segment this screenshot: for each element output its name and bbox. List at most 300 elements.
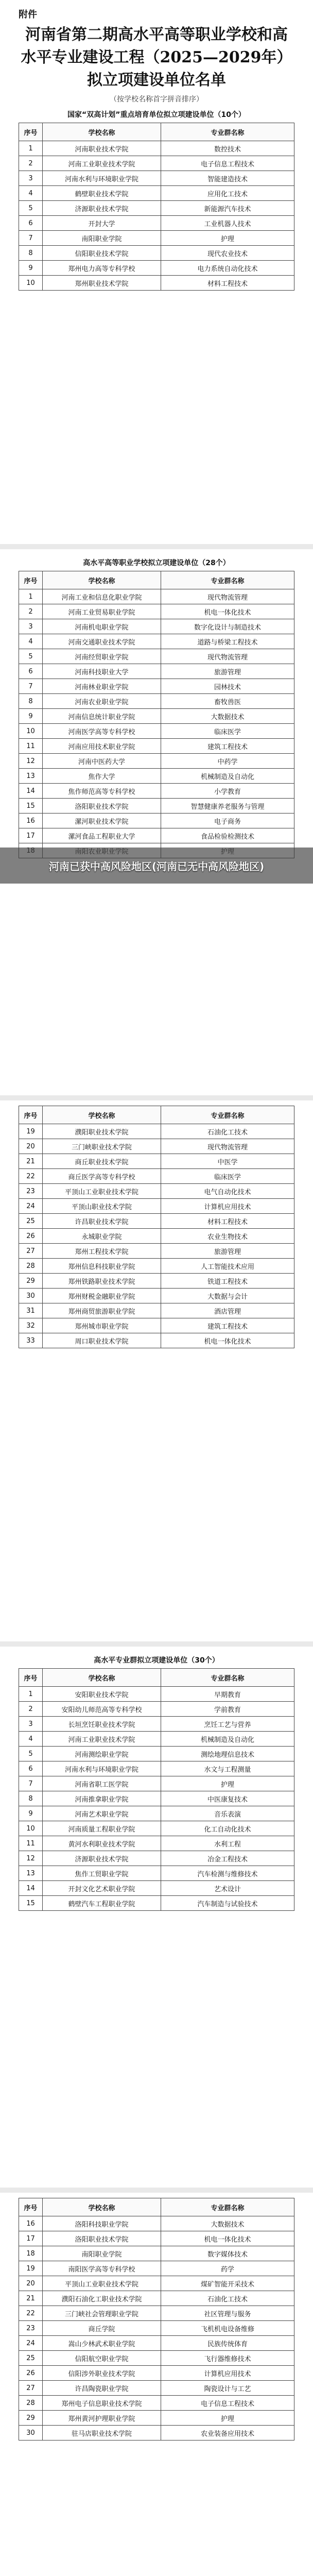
seq-cell: 19 — [19, 2261, 43, 2276]
major-cell: 计算机应用技术 — [161, 2366, 294, 2381]
table-row — [19, 216, 294, 231]
table-row — [19, 2291, 294, 2306]
major-cell: 护理 — [161, 231, 294, 246]
school-cell: 焦作师范高等专科学校 — [43, 784, 161, 799]
school-cell: 安阳幼儿师范高等专科学校 — [43, 1702, 161, 1717]
header-school: 学校名称 — [43, 571, 161, 589]
seq-cell: 27 — [19, 1244, 43, 1259]
table-row — [19, 141, 294, 156]
major-cell: 农业装备应用技术 — [161, 2426, 294, 2441]
header-school: 学校名称 — [43, 1106, 161, 1124]
page-5 — [0, 2193, 313, 2576]
seq-cell: 14 — [19, 1881, 43, 1896]
major-cell: 智慧健康养老服务与管理 — [161, 799, 294, 814]
school-cell: 安阳职业技术学院 — [43, 1687, 161, 1702]
table-row — [19, 1747, 294, 1761]
header-seq: 序号 — [19, 1669, 43, 1687]
school-cell: 郑州商贸旅游职业学院 — [43, 1303, 161, 1318]
school-cell: 河南测绘职业学院 — [43, 1747, 161, 1761]
image-overlay-banner — [0, 848, 313, 884]
header-seq: 序号 — [19, 123, 43, 141]
table-row — [19, 724, 294, 739]
seq-cell: 10 — [19, 724, 43, 739]
major-cell: 园林技术 — [161, 679, 294, 694]
table-row — [19, 1821, 294, 1836]
page-4 — [0, 1647, 313, 2188]
seq-cell: 23 — [19, 1184, 43, 1199]
table-row — [19, 276, 294, 291]
major-cell: 材料工程技术 — [161, 1214, 294, 1229]
seq-cell: 19 — [19, 1124, 43, 1139]
seq-cell: 2 — [19, 604, 43, 619]
school-cell: 河南经贸职业学院 — [43, 649, 161, 664]
major-cell: 民族传统体育 — [161, 2336, 294, 2351]
school-cell: 郑州职业技术学院 — [43, 276, 161, 291]
table-row — [19, 2351, 294, 2366]
table-row — [19, 1851, 294, 1866]
table-row — [19, 828, 294, 843]
school-cell: 郑州信息科技职业学院 — [43, 1259, 161, 1274]
seq-cell: 29 — [19, 1274, 43, 1289]
school-cell: 河南农业职业学院 — [43, 694, 161, 709]
major-cell: 中医康复技术 — [161, 1791, 294, 1806]
table-row — [19, 634, 294, 649]
seq-cell: 9 — [19, 1806, 43, 1821]
major-cell: 材料工程技术 — [161, 276, 294, 291]
table-caption-2: 高水平高等职业学校拟立项建设单位（28个） — [83, 559, 230, 567]
seq-cell: 32 — [19, 1318, 43, 1333]
seq-cell: 9 — [19, 261, 43, 276]
table-row — [19, 261, 294, 276]
school-cell: 河南工业贸易职业学院 — [43, 604, 161, 619]
major-cell: 新能源汽车技术 — [161, 201, 294, 216]
table-row — [19, 2366, 294, 2381]
school-cell: 河南医学高等专科学校 — [43, 724, 161, 739]
school-cell: 郑州电力高等专科学校 — [43, 261, 161, 276]
major-cell: 数控技术 — [161, 141, 294, 156]
table-row — [19, 1154, 294, 1169]
school-cell: 河南机电职业学院 — [43, 619, 161, 634]
major-cell: 机电一体化技术 — [161, 2231, 294, 2246]
school-cell: 商丘医学高等专科学校 — [43, 1169, 161, 1184]
seq-cell: 22 — [19, 2306, 43, 2321]
table-row — [19, 814, 294, 828]
school-cell: 河南职业技术学院 — [43, 141, 161, 156]
major-cell: 石油化工技术 — [161, 1124, 294, 1139]
school-cell: 信阳职业技术学院 — [43, 246, 161, 261]
school-cell: 河南水利与环境职业学院 — [43, 171, 161, 186]
seq-cell: 2 — [19, 1702, 43, 1717]
seq-cell: 17 — [19, 828, 43, 843]
table-row — [19, 589, 294, 604]
school-cell: 许昌职业技术学院 — [43, 1214, 161, 1229]
header-school: 学校名称 — [43, 123, 161, 141]
table-row — [19, 1184, 294, 1199]
table-row — [19, 1702, 294, 1717]
table-row — [19, 1259, 294, 1274]
school-cell: 濮阳石油化工职业技术学院 — [43, 2291, 161, 2306]
school-cell: 河南质量工程职业学院 — [43, 1821, 161, 1836]
table-row — [19, 694, 294, 709]
document-title: 河南省第二期高水平高等职业学校和高水平专业建设工程（2025—2029年）拟立项建设单位名单 — [21, 26, 292, 89]
seq-cell: 6 — [19, 216, 43, 231]
school-cell: 河南林业职业学院 — [43, 679, 161, 694]
major-cell: 早期教育 — [161, 1687, 294, 1702]
seq-cell: 17 — [19, 2231, 43, 2246]
table-row — [19, 1776, 294, 1791]
seq-cell: 1 — [19, 589, 43, 604]
major-cell: 铁道工程技术 — [161, 1274, 294, 1289]
table-row — [19, 1244, 294, 1259]
seq-cell: 18 — [19, 2246, 43, 2261]
school-cell: 河南应用技术职业学院 — [43, 739, 161, 754]
seq-cell: 4 — [19, 634, 43, 649]
school-cell: 河南工业职业技术学院 — [43, 156, 161, 171]
table-row — [19, 1318, 294, 1333]
major-cell: 建筑工程技术 — [161, 1318, 294, 1333]
attachment-label: 附件 — [19, 9, 37, 20]
school-cell: 郑州电子信息职业技术学院 — [43, 2396, 161, 2411]
table-row — [19, 2216, 294, 2231]
seq-cell: 7 — [19, 231, 43, 246]
header-major: 专业群名称 — [161, 123, 294, 141]
major-cell: 电子信息工程技术 — [161, 156, 294, 171]
school-cell: 郑州黄河护理职业学院 — [43, 2411, 161, 2426]
page-2 — [0, 549, 313, 1095]
seq-cell: 6 — [19, 664, 43, 679]
seq-cell: 4 — [19, 1732, 43, 1747]
table-row — [19, 1229, 294, 1244]
school-cell: 信阳涉外职业技术学院 — [43, 2366, 161, 2381]
school-cell: 周口职业技术学院 — [43, 1333, 161, 1348]
table-row — [19, 1214, 294, 1229]
seq-cell: 26 — [19, 1229, 43, 1244]
major-cell: 机械制造及自动化 — [161, 769, 294, 784]
major-cell: 数字化设计与制造技术 — [161, 619, 294, 634]
major-cell: 应用化工技术 — [161, 186, 294, 201]
seq-cell: 8 — [19, 246, 43, 261]
major-cell: 大数据技术 — [161, 709, 294, 724]
seq-cell: 30 — [19, 1289, 43, 1303]
major-cell: 社区管理与服务 — [161, 2306, 294, 2321]
table-row — [19, 604, 294, 619]
school-cell: 平顶山工业职业技术学院 — [43, 2276, 161, 2291]
school-cell: 南阳职业学院 — [43, 231, 161, 246]
table-row — [19, 769, 294, 784]
seq-cell: 24 — [19, 2336, 43, 2351]
table-row — [19, 2396, 294, 2411]
major-cell: 护理 — [161, 2411, 294, 2426]
major-cell: 计算机应用技术 — [161, 1199, 294, 1214]
table-row — [19, 1687, 294, 1702]
table-row — [19, 1881, 294, 1896]
seq-cell: 3 — [19, 171, 43, 186]
major-cell: 护理 — [161, 1776, 294, 1791]
header-school: 学校名称 — [43, 1669, 161, 1687]
school-cell: 洛阳职业技术学院 — [43, 2231, 161, 2246]
school-cell: 南阳职业学院 — [43, 2246, 161, 2261]
school-cell: 河南推拿职业学院 — [43, 1791, 161, 1806]
seq-cell: 4 — [19, 186, 43, 201]
seq-cell: 27 — [19, 2381, 43, 2396]
table-row — [19, 186, 294, 201]
seq-cell: 11 — [19, 1836, 43, 1851]
table-row — [19, 246, 294, 261]
seq-cell: 3 — [19, 619, 43, 634]
major-cell: 临床医学 — [161, 1169, 294, 1184]
seq-cell: 14 — [19, 784, 43, 799]
major-cell: 畜牧兽医 — [161, 694, 294, 709]
seq-cell: 8 — [19, 1791, 43, 1806]
table-row — [19, 201, 294, 216]
school-cell: 鹤壁汽车工程职业学院 — [43, 1896, 161, 1911]
major-cell: 酒店管理 — [161, 1303, 294, 1318]
table-row — [19, 709, 294, 724]
seq-cell: 5 — [19, 649, 43, 664]
school-cell: 洛阳科技职业学院 — [43, 2216, 161, 2231]
school-cell: 嵩山少林武术职业学院 — [43, 2336, 161, 2351]
major-cell: 现代物流管理 — [161, 649, 294, 664]
major-cell: 大数据与会计 — [161, 1289, 294, 1303]
seq-cell: 25 — [19, 1214, 43, 1229]
header-major: 专业群名称 — [161, 1669, 294, 1687]
table-caption-4: 高水平专业群拟立项建设单位（30个） — [94, 1656, 219, 1665]
table-row — [19, 739, 294, 754]
seq-cell: 15 — [19, 1896, 43, 1911]
page-1 — [0, 0, 313, 544]
header-seq: 序号 — [19, 571, 43, 589]
table-row — [19, 2246, 294, 2261]
seq-cell: 23 — [19, 2321, 43, 2336]
table-4 — [19, 1668, 294, 1911]
major-cell: 智能建造技术 — [161, 171, 294, 186]
major-cell: 临床医学 — [161, 724, 294, 739]
table-row — [19, 799, 294, 814]
major-cell: 飞机机电设备维修 — [161, 2321, 294, 2336]
table-row — [19, 2276, 294, 2291]
table-row — [19, 1806, 294, 1821]
table-row — [19, 679, 294, 694]
major-cell: 学前教育 — [161, 1702, 294, 1717]
table-5 — [19, 2198, 294, 2441]
major-cell: 水利工程 — [161, 1836, 294, 1851]
seq-cell: 5 — [19, 1747, 43, 1761]
table-row — [19, 1836, 294, 1851]
seq-cell: 26 — [19, 2366, 43, 2381]
school-cell: 商丘职业技术学院 — [43, 1154, 161, 1169]
major-cell: 陶瓷设计与工艺 — [161, 2381, 294, 2396]
table-row — [19, 1791, 294, 1806]
seq-cell: 24 — [19, 1199, 43, 1214]
major-cell: 食品检验检测技术 — [161, 828, 294, 843]
major-cell: 石油化工技术 — [161, 2291, 294, 2306]
school-cell: 漯河职业技术学院 — [43, 814, 161, 828]
table-row — [19, 1896, 294, 1911]
school-cell: 郑州城市职业学院 — [43, 1318, 161, 1333]
seq-cell: 10 — [19, 1821, 43, 1836]
header-school: 学校名称 — [43, 2198, 161, 2216]
table-row — [19, 1199, 294, 1214]
school-cell: 驻马店职业技术学院 — [43, 2426, 161, 2441]
school-cell: 郑州财税金融职业学院 — [43, 1289, 161, 1303]
header-major: 专业群名称 — [161, 2198, 294, 2216]
major-cell: 旅游管理 — [161, 1244, 294, 1259]
school-cell: 三门峡社会管理职业学院 — [43, 2306, 161, 2321]
school-cell: 平顶山工业职业技术学院 — [43, 1184, 161, 1199]
seq-cell: 25 — [19, 2351, 43, 2366]
seq-cell: 7 — [19, 1776, 43, 1791]
school-cell: 洛阳职业技术学院 — [43, 799, 161, 814]
major-cell: 烹饪工艺与营养 — [161, 1717, 294, 1732]
school-cell: 河南交通职业技术学院 — [43, 634, 161, 649]
major-cell: 现代农业技术 — [161, 246, 294, 261]
school-cell: 河南信息统计职业学院 — [43, 709, 161, 724]
page-3 — [0, 1100, 313, 1641]
major-cell: 现代物流管理 — [161, 589, 294, 604]
header-seq: 序号 — [19, 1106, 43, 1124]
major-cell: 现代物流管理 — [161, 1139, 294, 1154]
table-row — [19, 2411, 294, 2426]
table-row — [19, 2231, 294, 2246]
table-row — [19, 1732, 294, 1747]
school-cell: 黄河水利职业技术学院 — [43, 1836, 161, 1851]
seq-cell: 31 — [19, 1303, 43, 1318]
seq-cell: 15 — [19, 799, 43, 814]
seq-cell: 20 — [19, 2276, 43, 2291]
major-cell: 道路与桥梁工程技术 — [161, 634, 294, 649]
seq-cell: 5 — [19, 201, 43, 216]
school-cell: 郑州铁路职业技术学院 — [43, 1274, 161, 1289]
table-row — [19, 619, 294, 634]
table-3 — [19, 1106, 294, 1348]
major-cell: 工业机器人技术 — [161, 216, 294, 231]
major-cell: 飞行器维修技术 — [161, 2351, 294, 2366]
table-row — [19, 2381, 294, 2396]
major-cell: 艺术设计 — [161, 1881, 294, 1896]
table-1 — [19, 123, 294, 291]
school-cell: 鹤壁职业技术学院 — [43, 186, 161, 201]
table-row — [19, 1717, 294, 1732]
table-row — [19, 1139, 294, 1154]
seq-cell: 13 — [19, 1866, 43, 1881]
table-row — [19, 2261, 294, 2276]
school-cell: 河南水利与环境职业学院 — [43, 1761, 161, 1776]
table-row — [19, 664, 294, 679]
header-seq: 序号 — [19, 2198, 43, 2216]
table-row — [19, 1124, 294, 1139]
school-cell: 开封文化艺术职业学院 — [43, 1881, 161, 1896]
school-cell: 河南工业和信息化职业学院 — [43, 589, 161, 604]
table-row — [19, 649, 294, 664]
major-cell: 电气自动化技术 — [161, 1184, 294, 1199]
major-cell: 中药学 — [161, 754, 294, 769]
table-row — [19, 1303, 294, 1318]
major-cell: 人工智能技术应用 — [161, 1259, 294, 1274]
seq-cell: 1 — [19, 1687, 43, 1702]
seq-cell: 22 — [19, 1169, 43, 1184]
seq-cell: 16 — [19, 814, 43, 828]
seq-cell: 16 — [19, 2216, 43, 2231]
major-cell: 旅游管理 — [161, 664, 294, 679]
seq-cell: 28 — [19, 1259, 43, 1274]
major-cell: 中医学 — [161, 1154, 294, 1169]
major-cell: 汽车制造与试验技术 — [161, 1896, 294, 1911]
table-row — [19, 156, 294, 171]
table-row — [19, 2426, 294, 2441]
seq-cell: 11 — [19, 739, 43, 754]
seq-cell: 20 — [19, 1139, 43, 1154]
seq-cell: 12 — [19, 754, 43, 769]
major-cell: 测绘地理信息技术 — [161, 1747, 294, 1761]
table-row — [19, 2321, 294, 2336]
seq-cell: 8 — [19, 694, 43, 709]
table-row — [19, 1866, 294, 1881]
table-row — [19, 1169, 294, 1184]
school-cell: 平顶山职业技术学院 — [43, 1199, 161, 1214]
school-cell: 商丘学院 — [43, 2321, 161, 2336]
seq-cell: 9 — [19, 709, 43, 724]
school-cell: 焦作大学 — [43, 769, 161, 784]
school-cell: 永城职业学院 — [43, 1229, 161, 1244]
school-cell: 河南艺术职业学院 — [43, 1806, 161, 1821]
seq-cell: 28 — [19, 2396, 43, 2411]
table-row — [19, 1274, 294, 1289]
school-cell: 南阳医学高等专科学校 — [43, 2261, 161, 2276]
seq-cell: 6 — [19, 1761, 43, 1776]
seq-cell: 2 — [19, 156, 43, 171]
table-row — [19, 1289, 294, 1303]
seq-cell: 10 — [19, 276, 43, 291]
school-cell: 开封大学 — [43, 216, 161, 231]
school-cell: 信阳航空职业学院 — [43, 2351, 161, 2366]
header-major: 专业群名称 — [161, 1106, 294, 1124]
major-cell: 数字媒体技术 — [161, 2246, 294, 2261]
major-cell: 水文与工程测量 — [161, 1761, 294, 1776]
school-cell: 河南省职工医学院 — [43, 1776, 161, 1791]
school-cell: 长垣烹饪职业技术学院 — [43, 1717, 161, 1732]
major-cell: 音乐表演 — [161, 1806, 294, 1821]
school-cell: 郑州工程技术学院 — [43, 1244, 161, 1259]
school-cell: 济源职业技术学院 — [43, 1851, 161, 1866]
major-cell: 农业生物技术 — [161, 1229, 294, 1244]
major-cell: 机电一体化技术 — [161, 604, 294, 619]
school-cell: 河南工业职业技术学院 — [43, 1732, 161, 1747]
table-row — [19, 754, 294, 769]
table-row — [19, 1761, 294, 1776]
major-cell: 建筑工程技术 — [161, 739, 294, 754]
major-cell: 煤矿智能开采技术 — [161, 2276, 294, 2291]
major-cell: 药学 — [161, 2261, 294, 2276]
seq-cell: 33 — [19, 1333, 43, 1348]
major-cell: 汽车检测与维修技术 — [161, 1866, 294, 1881]
school-cell: 漯河食品工程职业大学 — [43, 828, 161, 843]
table-row — [19, 231, 294, 246]
major-cell: 电子信息工程技术 — [161, 2396, 294, 2411]
major-cell: 小学教育 — [161, 784, 294, 799]
seq-cell: 13 — [19, 769, 43, 784]
seq-cell: 29 — [19, 2411, 43, 2426]
major-cell: 电力系统自动化技术 — [161, 261, 294, 276]
seq-cell: 3 — [19, 1717, 43, 1732]
school-cell: 河南中医药大学 — [43, 754, 161, 769]
major-cell: 机电一体化技术 — [161, 1333, 294, 1348]
seq-cell: 1 — [19, 141, 43, 156]
table-row — [19, 2336, 294, 2351]
school-cell: 濮阳职业技术学院 — [43, 1124, 161, 1139]
table-row — [19, 171, 294, 186]
table-row — [19, 1333, 294, 1348]
document-subtitle: （按学校名称首字拼音排序） — [110, 95, 203, 104]
